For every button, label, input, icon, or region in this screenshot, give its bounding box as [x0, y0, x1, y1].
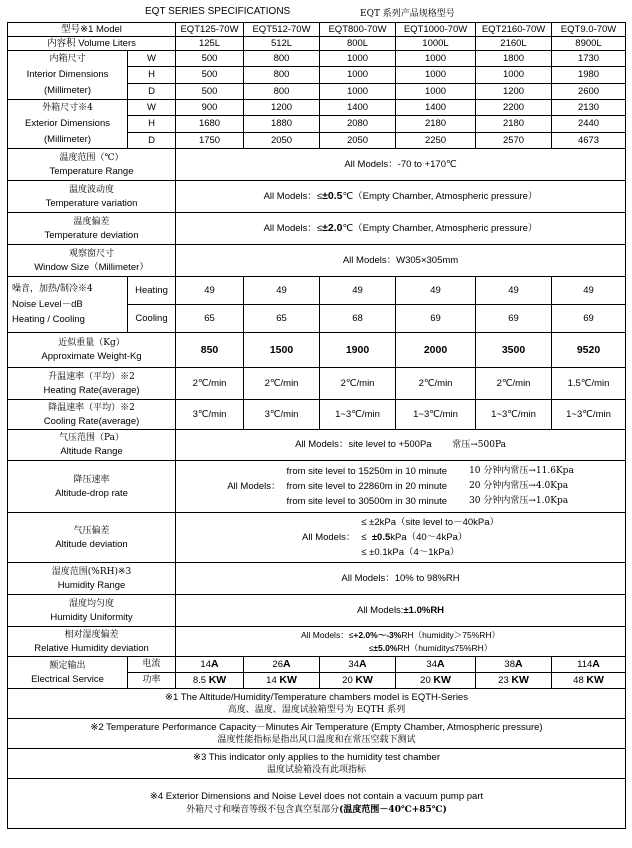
cooling-rate-row	[8, 400, 626, 430]
note-2	[8, 719, 626, 749]
altitude-drop-en: Altitude-drop rate	[55, 487, 128, 499]
volume-cell: 1000L	[396, 37, 476, 51]
model-cell: EQT9.0-70W	[552, 23, 626, 37]
note-cn: 高度、温度、湿度试验箱型号为 EQTH 系列	[227, 704, 406, 715]
humidity-dev-value	[176, 627, 626, 657]
note-en: ※1 The Altitude/Humidity/Temperature chambers model is EQTH-Series	[165, 691, 468, 703]
dim-cell: 2050	[244, 132, 320, 148]
dim-cell: 1750	[176, 132, 244, 148]
dim-cell: 1680	[176, 116, 244, 132]
model-cell: EQT2160-70W	[476, 23, 552, 37]
note-row	[8, 779, 626, 829]
rate-cell: 1~3℃/min	[476, 400, 552, 430]
dim-cell: 500	[176, 67, 244, 83]
heating-rate-cn: 升温速率（平均）※2	[48, 371, 135, 382]
altitude-range-row	[8, 430, 626, 461]
dim-cell: 2440	[552, 116, 626, 132]
temp-range-cn: 温度范围（℃）	[59, 152, 124, 163]
power-number: 48	[573, 675, 584, 686]
temp-range-en: Temperature Range	[49, 165, 134, 177]
noise-cell: 49	[396, 277, 476, 305]
noise-cell: 69	[552, 305, 626, 333]
current-number: 34	[348, 659, 359, 670]
temp-range-label	[8, 149, 176, 181]
power-unit: KW	[586, 674, 604, 686]
rate-cell: 2℃/min	[244, 368, 320, 400]
temp-deviation-label	[8, 213, 176, 245]
power-unit: KW	[208, 674, 227, 686]
model-cell: EQT125-70W	[176, 23, 244, 37]
volume-cell: 2160L	[476, 37, 552, 51]
altitude-drop-cn-line: 30 分钟内常压→1.0Kpa	[469, 496, 569, 506]
altitude-dev-row	[8, 513, 626, 563]
dim-cell: 1400	[320, 100, 396, 116]
power-cell	[176, 673, 244, 689]
exterior-label	[8, 100, 128, 149]
weight-en: Approximate Weight-Kg	[41, 351, 142, 362]
power-number: 20	[342, 675, 353, 686]
current-unit: A	[211, 658, 219, 670]
power-unit: KW	[511, 674, 529, 686]
power-cell	[244, 673, 320, 689]
electrical-current-row	[8, 657, 626, 673]
altitude-drop-cn-line: 20 分钟内常压→4.0Kpa	[469, 481, 569, 491]
power-number: 20	[420, 675, 431, 686]
cooling-rate-label	[8, 400, 176, 430]
temp-deviation-cn: 温度偏差	[73, 216, 110, 227]
humidity-dev-label	[8, 627, 176, 657]
dim-label: H	[128, 67, 176, 83]
volume-cell: 125L	[176, 37, 244, 51]
dim-cell: 1880	[244, 116, 320, 132]
sheet-header	[0, 6, 632, 20]
temp-variation-number: ±0.5	[322, 190, 343, 202]
dim-cell: 800	[244, 83, 320, 99]
power-cell	[320, 673, 396, 689]
volume-cell: 800L	[320, 37, 396, 51]
altitude-drop-cn: 降压速率	[73, 474, 110, 485]
note-4	[8, 779, 626, 829]
rate-cell: 1~3℃/min	[552, 400, 626, 430]
noise-cell: 49	[552, 277, 626, 305]
temp-variation-cn: 温度波动度	[69, 184, 115, 195]
noise-label	[8, 277, 128, 333]
dim-cell: 2600	[552, 83, 626, 99]
humidity-range-cn: 湿度范围(%RH)※3	[51, 566, 132, 577]
temp-variation-suffix: ℃（Empty Chamber, Atmospheric pressure）	[342, 191, 538, 202]
electrical-en: Electrical Service	[31, 673, 104, 685]
temp-variation-label	[8, 181, 176, 213]
altitude-drop-en-line: from site level to 30500m in 30 minute	[286, 496, 448, 507]
note-row	[8, 689, 626, 719]
temp-deviation-suffix: ℃（Empty Chamber, Atmospheric pressure）	[342, 223, 538, 234]
dim-label: D	[128, 83, 176, 99]
interior-label	[8, 51, 128, 100]
dim-cell: 2180	[396, 116, 476, 132]
volume-row	[8, 37, 626, 51]
noise-cell: 49	[176, 277, 244, 305]
current-unit: A	[515, 658, 523, 670]
weight-label	[8, 333, 176, 368]
current-cell	[396, 657, 476, 673]
weight-cell: 1900	[320, 333, 396, 368]
current-label: 电流	[128, 657, 176, 673]
noise-cell: 49	[476, 277, 552, 305]
altitude-range-en-value: All Models：site level to +500Pa	[295, 439, 432, 450]
interior-label-cn: 内箱尺寸	[49, 54, 86, 64]
humidity-uniform-value	[176, 595, 626, 627]
temp-range-row	[8, 149, 626, 181]
heating-rate-label	[8, 368, 176, 400]
dim-cell: 800	[244, 51, 320, 67]
weight-cell: 2000	[396, 333, 476, 368]
temp-variation-prefix: All Models：≤	[263, 191, 323, 202]
power-unit: KW	[433, 674, 451, 686]
volume-cell: 8900L	[552, 37, 626, 51]
dim-label: W	[128, 51, 176, 67]
dim-cell: 800	[244, 67, 320, 83]
noise-cn: 噪音，加热/制冷※4	[12, 284, 93, 294]
dim-cell: 2200	[476, 100, 552, 116]
note-row	[8, 749, 626, 779]
model-cell: EQT512-70W	[244, 23, 320, 37]
electrical-cn: 额定输出	[49, 660, 86, 671]
temp-deviation-value	[176, 213, 626, 245]
note-1	[8, 689, 626, 719]
note-cn: 外箱尺寸和噪音等级不包含真空泵部分	[186, 805, 340, 815]
power-number: 23	[498, 675, 509, 686]
humidity-uniform-number: ±1.0%RH	[403, 605, 445, 616]
dim-label: W	[128, 100, 176, 116]
altitude-dev-prefix: All Models：	[302, 532, 356, 543]
humidity-uniform-label	[8, 595, 176, 627]
current-cell	[244, 657, 320, 673]
dim-cell: 1000	[320, 83, 396, 99]
weight-row	[8, 333, 626, 368]
current-cell	[476, 657, 552, 673]
humidity-dev-line2-bold: ±5.0%	[373, 642, 398, 653]
altitude-dev-line2-bold: ±0.5	[371, 532, 391, 543]
electrical-label	[8, 657, 128, 689]
dim-cell: 1730	[552, 51, 626, 67]
rate-cell: 2℃/min	[476, 368, 552, 400]
altitude-range-cn: 气压范围（Pa）	[58, 433, 125, 443]
altitude-range-label	[8, 430, 176, 461]
humidity-range-value: All Models：10% to 98%RH	[176, 563, 626, 595]
note-cn: 温度性能指标是指出风口温度和在常压空载下测试	[217, 734, 416, 745]
header-title-cn: EQT 系列产品规格型号	[360, 9, 455, 19]
rate-cell: 1~3℃/min	[396, 400, 476, 430]
power-number: 14	[266, 675, 277, 686]
humidity-dev-cn: 相对湿度偏差	[64, 629, 119, 640]
dim-cell: 1000	[396, 83, 476, 99]
noise-cell: 69	[396, 305, 476, 333]
noise-heating-row	[8, 277, 626, 305]
model-cell: EQT800-70W	[320, 23, 396, 37]
noise-cooling-label: Cooling	[128, 305, 176, 333]
current-unit: A	[437, 658, 445, 670]
weight-cell: 9520	[552, 333, 626, 368]
dim-cell: 1000	[320, 51, 396, 67]
note-row	[8, 719, 626, 749]
altitude-dev-line: ≤ ±0.1kPa（4～1kPa）	[361, 547, 460, 558]
temp-variation-value	[176, 181, 626, 213]
window-value: All Models：W305×305mm	[176, 245, 626, 277]
humidity-dev-line1-rest: RH（humidity＞75%RH）	[401, 629, 501, 640]
power-number: 8.5	[192, 675, 207, 686]
window-cn: 观察窗尺寸	[69, 248, 115, 259]
altitude-range-value	[176, 430, 626, 461]
current-number: 26	[272, 659, 283, 670]
dim-cell: 1000	[396, 67, 476, 83]
dim-cell: 1200	[476, 83, 552, 99]
dim-cell: 1000	[320, 67, 396, 83]
altitude-dev-value	[176, 513, 626, 563]
weight-cell: 850	[176, 333, 244, 368]
dim-cell: 2050	[320, 132, 396, 148]
altitude-drop-prefix: All Models：	[227, 481, 281, 492]
cooling-rate-cn: 降温速率（平均）※2	[48, 402, 135, 413]
dim-cell: 1000	[476, 67, 552, 83]
spec-table	[7, 22, 626, 829]
current-unit: A	[359, 658, 367, 670]
heating-rate-row	[8, 368, 626, 400]
current-number: 34	[426, 659, 437, 670]
dim-cell: 1000	[396, 51, 476, 67]
exterior-row-w	[8, 100, 626, 116]
rate-cell: 2℃/min	[396, 368, 476, 400]
altitude-drop-row	[8, 461, 626, 513]
noise-cell: 69	[476, 305, 552, 333]
humidity-range-row	[8, 563, 626, 595]
altitude-drop-cn-line: 10 分钟内常压→11.6Kpa	[469, 466, 574, 476]
dim-cell: 2570	[476, 132, 552, 148]
dim-cell: 2180	[476, 116, 552, 132]
rate-cell: 2℃/min	[176, 368, 244, 400]
power-cell	[396, 673, 476, 689]
window-en: Window Size（Millimeter）	[34, 261, 149, 273]
exterior-label-en: Exterior Dimensions	[25, 118, 110, 129]
dim-cell: 2130	[552, 100, 626, 116]
weight-cell: 1500	[244, 333, 320, 368]
current-unit: A	[592, 658, 600, 670]
noise-cell: 49	[244, 277, 320, 305]
humidity-dev-en: Relative Humidity deviation	[34, 642, 149, 654]
dim-cell: 900	[176, 100, 244, 116]
dim-cell: 2080	[320, 116, 396, 132]
current-number: 14	[200, 659, 211, 670]
dim-cell: 1980	[552, 67, 626, 83]
current-cell	[552, 657, 626, 673]
temp-deviation-row	[8, 213, 626, 245]
power-cell	[476, 673, 552, 689]
altitude-dev-en: Altitude deviation	[55, 538, 128, 550]
noise-heating-label: Heating	[128, 277, 176, 305]
rate-cell: 3℃/min	[244, 400, 320, 430]
temp-deviation-prefix: All Models：≤	[263, 223, 323, 234]
rate-cell: 1~3℃/min	[320, 400, 396, 430]
exterior-label-unit: (Millimeter)	[44, 134, 91, 145]
volume-label: 内容积 Volume Liters	[8, 37, 176, 51]
power-cell	[552, 673, 626, 689]
weight-cell: 3500	[476, 333, 552, 368]
exterior-label-cn: 外箱尺寸※4	[42, 103, 93, 113]
window-label	[8, 245, 176, 277]
weight-cn: 近似重量（Kg）	[58, 338, 125, 348]
dim-label: H	[128, 116, 176, 132]
dim-cell: 1400	[396, 100, 476, 116]
power-unit: KW	[279, 674, 297, 686]
noise-en2: Heating / Cooling	[12, 314, 85, 325]
humidity-dev-line1-prefix: All Models：≤	[300, 629, 354, 640]
humidity-dev-line2-prefix: ≤	[368, 642, 374, 653]
note-en: ※4 Exterior Dimensions and Noise Level does not contain a vacuum pump part	[149, 791, 484, 802]
altitude-drop-en-line: from site level to 15250m in 10 minute	[286, 466, 448, 477]
current-unit: A	[283, 658, 291, 670]
note-cn-bold: (温度范围－40℃+85℃)	[339, 805, 447, 815]
humidity-dev-line2-rest: RH（humidity≤75%RH）	[397, 642, 493, 653]
header-title-en: EQT SERIES SPECIFICATIONS	[145, 6, 291, 17]
altitude-dev-label	[8, 513, 176, 563]
model-label: 型号※1 Model	[8, 23, 176, 37]
window-row	[8, 245, 626, 277]
power-unit: KW	[355, 674, 373, 686]
power-label: 功率	[128, 673, 176, 689]
dim-cell: 1800	[476, 51, 552, 67]
noise-cell: 68	[320, 305, 396, 333]
altitude-dev-line	[361, 530, 499, 545]
dim-cell: 4673	[552, 132, 626, 148]
note-en: ※3 This indicator only applies to the humidity test chamber	[193, 751, 440, 763]
temp-variation-row	[8, 181, 626, 213]
note-en: ※2 Temperature Performance Capacity－Minutes Air Temperature (Empty Chamber, Atmospheric pressure)	[90, 721, 543, 733]
dim-cell: 2250	[396, 132, 476, 148]
interior-label-en: Interior Dimensions	[26, 69, 109, 80]
noise-cell: 49	[320, 277, 396, 305]
altitude-drop-label	[8, 461, 176, 513]
rate-cell: 1.5℃/min	[552, 368, 626, 400]
cooling-rate-en: Cooling Rate(average)	[43, 415, 140, 427]
noise-cell: 65	[244, 305, 320, 333]
altitude-dev-line2-rest: kPa（40～4kPa）	[390, 532, 468, 543]
altitude-drop-value	[176, 461, 626, 513]
model-cell: EQT1000-70W	[396, 23, 476, 37]
interior-label-unit: (Millimeter)	[44, 85, 91, 96]
current-number: 38	[504, 659, 515, 670]
temp-variation-en: Temperature variation	[45, 197, 138, 209]
humidity-dev-line1-bold: +2.0%～-3%	[353, 629, 402, 640]
note-cn: 温度试验箱没有此项指标	[267, 764, 367, 775]
temp-deviation-en: Temperature deviation	[44, 229, 139, 241]
altitude-drop-en-line: from site level to 22860m in 20 minute	[286, 481, 448, 492]
noise-cell: 65	[176, 305, 244, 333]
dim-cell: 500	[176, 51, 244, 67]
current-number: 114	[577, 659, 593, 670]
current-cell	[176, 657, 244, 673]
volume-cell: 512L	[244, 37, 320, 51]
altitude-dev-cn: 气压偏差	[73, 525, 110, 536]
model-row	[8, 23, 626, 37]
dim-label: D	[128, 132, 176, 148]
noise-en: Noise Level－dB	[12, 299, 83, 310]
humidity-dev-row	[8, 627, 626, 657]
note-3	[8, 749, 626, 779]
altitude-range-en: Altitude Range	[60, 446, 123, 457]
humidity-range-en: Humidity Range	[57, 579, 126, 591]
humidity-range-label	[8, 563, 176, 595]
temp-range-value: All Models：-70 to +170℃	[176, 149, 626, 181]
current-cell	[320, 657, 396, 673]
heating-rate-en: Heating Rate(average)	[43, 384, 140, 396]
dim-cell: 500	[176, 83, 244, 99]
interior-row-w	[8, 51, 626, 67]
dim-cell: 1200	[244, 100, 320, 116]
humidity-uniform-row	[8, 595, 626, 627]
temp-deviation-number: ±2.0	[322, 222, 343, 234]
humidity-uniform-en: Humidity Uniformity	[50, 611, 133, 623]
altitude-range-cn-value: 常压→500Pa	[452, 440, 506, 450]
altitude-dev-line: ≤ ±2kPa（site level to－40kPa）	[361, 517, 500, 528]
altitude-dev-line2-prefix: ≤	[361, 532, 367, 543]
humidity-uniform-prefix: All Models:	[356, 605, 404, 616]
rate-cell: 2℃/min	[320, 368, 396, 400]
humidity-uniform-cn: 湿度均匀度	[69, 598, 115, 609]
rate-cell: 3℃/min	[176, 400, 244, 430]
